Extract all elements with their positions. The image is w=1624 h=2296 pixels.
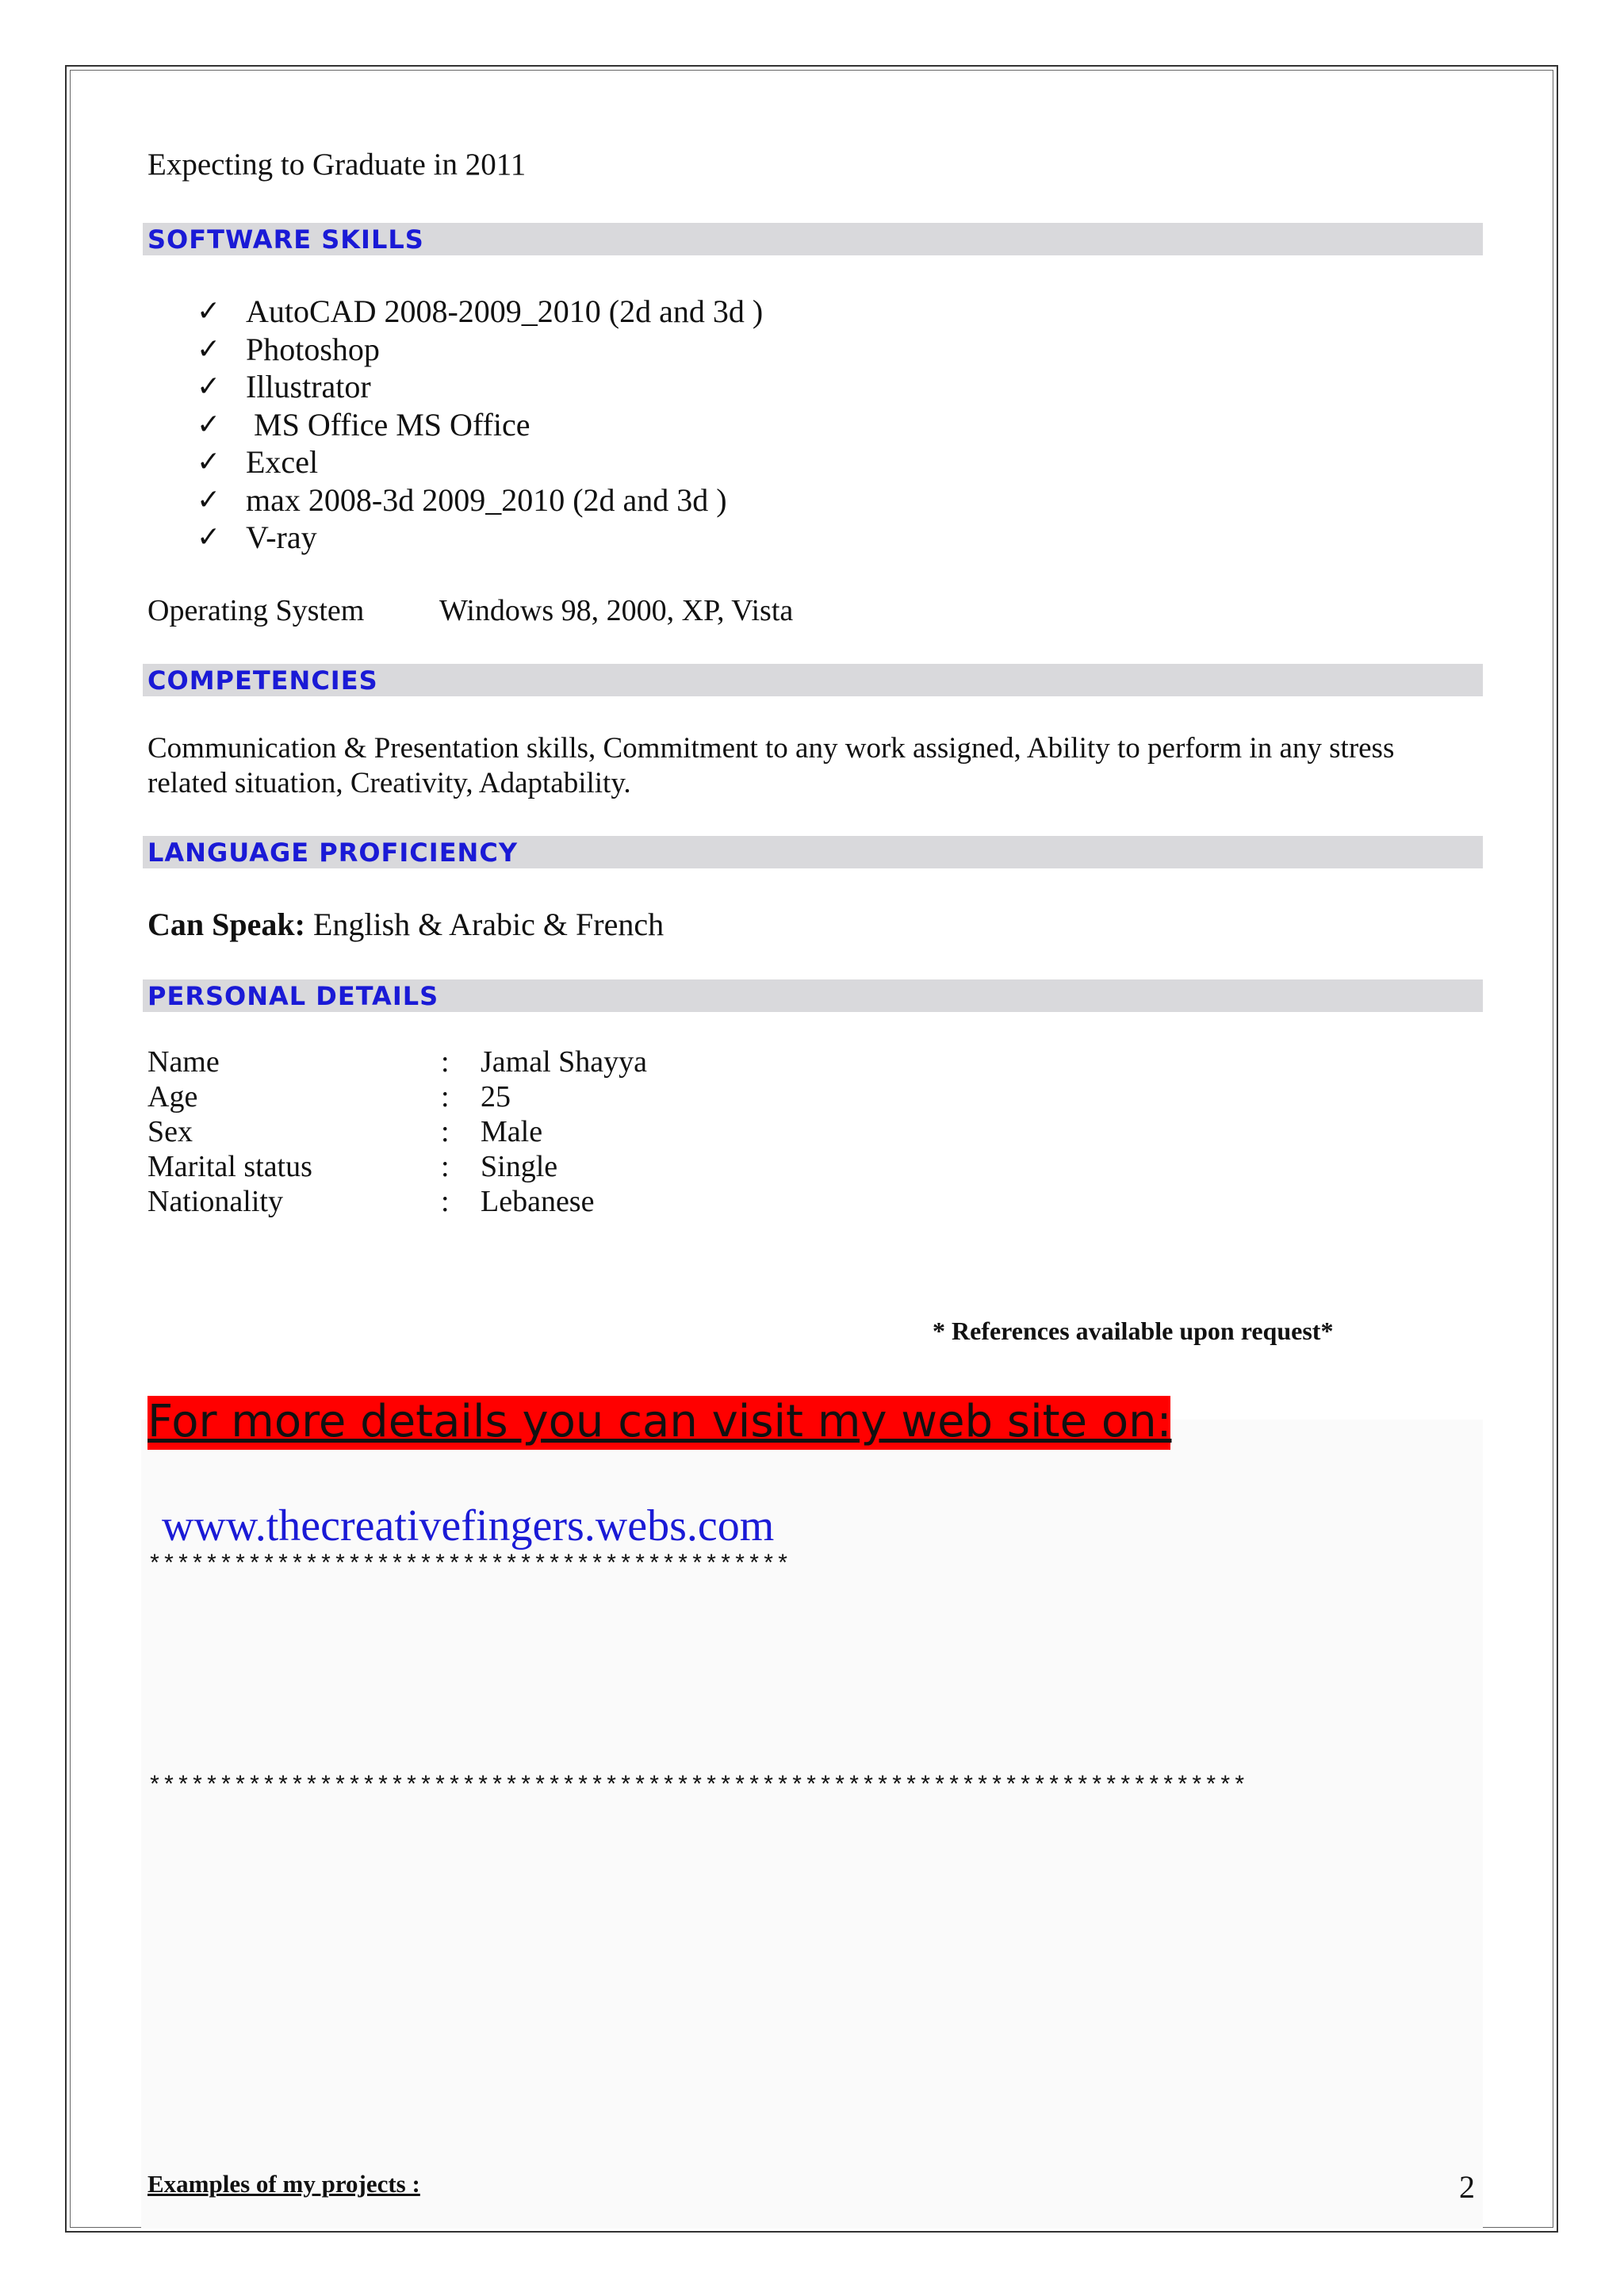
check-icon: ✓ [197, 295, 221, 328]
section-language-proficiency [143, 836, 1483, 868]
examples-heading: Examples of my projects : [147, 2170, 420, 2198]
skill-text: Photoshop [246, 331, 380, 367]
detail-value: Jamal Shayya [481, 1045, 648, 1079]
detail-label: Name [147, 1045, 220, 1079]
check-icon: ✓ [197, 521, 221, 554]
language-line [147, 906, 664, 944]
banner-text: For more details you can visit my web site on: [147, 1396, 1172, 1447]
list-item [197, 481, 763, 519]
section-software-skills [143, 223, 1483, 255]
detail-value: Single [481, 1150, 558, 1183]
skill-text: max 2008-3d 2009_2010 (2d and 3d ) [246, 481, 727, 518]
references-note: * References available upon request* [933, 1317, 1334, 1345]
detail-colon: : [441, 1185, 450, 1218]
os-value: Windows 98, 2000, XP, Vista [439, 594, 794, 627]
page-number: 2 [1459, 2169, 1475, 2205]
stars-divider-short: ********************************************* [147, 1552, 791, 1579]
stars-divider-long: ***************************************************************************** [147, 1773, 1247, 1800]
section-title: PERSONAL DETAILS [147, 981, 439, 1011]
language-value: English & Arabic & French [304, 907, 665, 942]
skill-text: AutoCAD 2008-2009_2010 (2d and 3d ) [246, 293, 764, 329]
competencies-line-2: related situation, Creativity, Adaptability. [147, 767, 631, 799]
detail-value: Lebanese [481, 1185, 595, 1218]
skill-text: MS Office MS Office [246, 406, 530, 443]
language-label: Can Speak: [147, 907, 305, 942]
detail-label: Nationality [147, 1185, 283, 1218]
detail-value: Male [481, 1115, 543, 1148]
section-title: SOFTWARE SKILLS [147, 224, 424, 255]
list-item [197, 293, 763, 331]
check-icon: ✓ [197, 483, 221, 516]
detail-value: 25 [481, 1080, 511, 1114]
check-icon: ✓ [197, 370, 221, 403]
detail-colon: : [441, 1045, 450, 1079]
detail-label: Age [147, 1080, 198, 1114]
list-item [197, 331, 763, 369]
list-item [197, 406, 763, 444]
section-personal-details [143, 979, 1483, 1012]
list-item [197, 519, 763, 557]
website-banner [147, 1396, 1170, 1450]
skill-text: V-ray [246, 519, 317, 555]
detail-label: Sex [147, 1115, 193, 1148]
check-icon: ✓ [197, 408, 221, 441]
skills-list [197, 293, 763, 557]
detail-colon: : [441, 1080, 450, 1114]
list-item [197, 443, 763, 481]
detail-colon: : [441, 1115, 450, 1148]
check-icon: ✓ [197, 446, 221, 478]
list-item [197, 368, 763, 406]
section-competencies [143, 664, 1483, 696]
check-icon: ✓ [197, 332, 221, 366]
website-link[interactable]: www.thecreativefingers.webs.com [162, 1501, 775, 1550]
graduation-line: Expecting to Graduate in 2011 [147, 148, 527, 182]
detail-colon: : [441, 1150, 450, 1183]
section-title: COMPETENCIES [147, 665, 378, 696]
skill-text: Excel [246, 444, 319, 480]
competencies-line-1: Communication & Presentation skills, Commitment to any work assigned, Ability to perform in any stress [147, 732, 1395, 765]
section-title: LANGUAGE PROFICIENCY [147, 838, 518, 868]
detail-label: Marital status [147, 1150, 312, 1183]
os-label: Operating System [147, 594, 365, 627]
skill-text: Illustrator [246, 369, 371, 404]
